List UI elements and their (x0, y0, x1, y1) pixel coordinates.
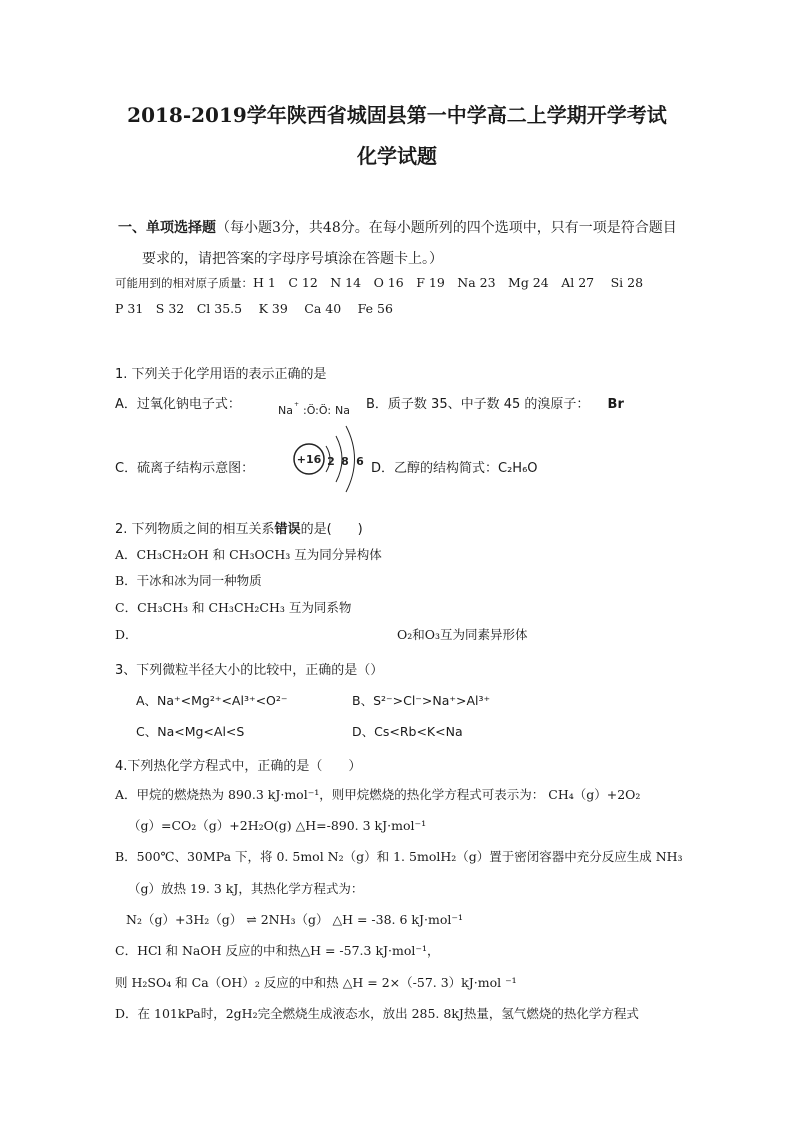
question-3-option-a: A、Na⁺<Mg²⁺<Al³⁺<O²⁻ (136, 693, 288, 708)
question-1-option-c: C．硫离子结构示意图： (115, 461, 255, 476)
question-4-option-b-line2: （g）放热 19. 3 kJ，其热化学方程式为： (128, 881, 364, 896)
section-heading: 一、单项选择题 (118, 220, 216, 236)
page-subtitle: 化学试题 (357, 144, 437, 168)
question-3-option-d: D、Cs<Rb<K<Na (352, 724, 463, 739)
question-3-option-c: C、Na<Mg<Al<S (136, 724, 245, 739)
bromine-symbol: Br (607, 397, 624, 412)
section-description-cont: 要求的，请把答案的字母序号填涂在答题卡上。） (142, 251, 443, 267)
section-heading-line (118, 217, 677, 237)
question-4-option-b-equation: N₂（g）+3H₂（g） ⇌ 2NH₃（g） △H = -38. 6 kJ·mol⁻¹ (126, 912, 463, 927)
question-3-option-b: B、S²⁻>Cl⁻>Na⁺>Al³⁺ (352, 693, 491, 708)
atomic-masses-values: H 1 C 12 N 14 O 16 F 19 Na 23 Mg 24 Al 27 Si 28 (253, 275, 644, 290)
question-1-option-a: A．过氧化钠电子式： (115, 397, 241, 412)
sodium-peroxide-electron-formula (276, 396, 356, 422)
question-4-option-d-line1: D．在 101kPa时，2gH₂完全燃烧生成液态水，放出 285. 8kJ热量，氢气燃烧的热化学方程式 (115, 1006, 639, 1021)
page-title: 2018-2019学年陕西省城固县第一中学高二上学期开学考试 (127, 103, 667, 127)
question-1-option-b (366, 393, 624, 412)
svg-text:+: + (294, 401, 300, 408)
shell-3-electrons: 6 (356, 455, 364, 468)
question-4-stem: 4.下列热化学方程式中，正确的是（ ） (115, 759, 362, 774)
question-2-option-a: A．CH₃CH₂OH 和 CH₃OCH₃ 互为同分异构体 (115, 547, 382, 562)
question-2-option-b: B．干冰和冰为同一种物质 (115, 573, 262, 588)
question-1-stem: 1. 下列关于化学用语的表示正确的是 (115, 367, 327, 382)
question-3-stem: 3、下列微粒半径大小的比较中，正确的是（） (115, 663, 384, 678)
question-4-option-c-line2: 则 H₂SO₄ 和 Ca（OH）₂ 反应的中和热 △H = 2×（-57. 3）kJ·mol ⁻¹ (115, 975, 517, 990)
question-2-option-c: C．CH₃CH₃ 和 CH₃CH₂CH₃ 互为同系物 (115, 600, 352, 615)
svg-text:Na: Na (278, 404, 293, 417)
question-1-option-b-text: B．质子数 35、中子数 45 的溴原子： (366, 397, 590, 412)
question-4-option-b-line1: B．500℃、30MPa 下，将 0. 5mol N₂（g）和 1. 5molH₂（g）置于密闭容器中充分反应生成 NH₃ (115, 849, 683, 864)
atomic-masses-line1 (115, 273, 643, 291)
question-2-option-d-label: D． (115, 627, 138, 642)
question-2-option-d-text: O₂和O₃互为同素异形体 (397, 627, 528, 642)
sulfide-ion-structure-diagram (286, 420, 370, 498)
question-1-option-d: D．乙醇的结构简式：C₂H₆O (371, 461, 538, 476)
shell-2-electrons: 8 (341, 455, 349, 468)
question-4-option-c-line1: C．HCl 和 NaOH 反应的中和热△H = -57.3 kJ·mol⁻¹， (115, 943, 440, 958)
question-4-option-a-line2: （g）=CO₂（g）+2H₂O(g) △H=-890. 3 kJ·mol⁻¹ (128, 818, 427, 833)
nucleus-charge-label: +16 (296, 453, 322, 466)
question-4-option-a-line1: A．甲烷的燃烧热为 890.3 kJ·mol⁻¹，则甲烷燃烧的热化学方程式可表示为： CH₄（g）+2O₂ (115, 787, 641, 802)
shell-1-electrons: 2 (327, 455, 335, 468)
section-description: （每小题3分，共48分。在每小题所列的四个选项中，只有一项是符合题目 (216, 220, 677, 236)
svg-text::Ö:Ö:: :Ö:Ö: (303, 404, 332, 417)
atomic-masses-line2: P 31 S 32 Cl 35.5 K 39 Ca 40 Fe 56 (115, 301, 393, 316)
svg-text:Na: Na (335, 404, 350, 417)
question-2-stem (115, 518, 363, 537)
question-2-stem-emphasis: 错误 (274, 522, 301, 537)
question-2-stem-post: 的是( ) (300, 522, 363, 537)
question-2-stem-pre: 2. 下列物质之间的相互关系 (115, 522, 275, 537)
atomic-masses-label: 可能用到的相对原子质量： (115, 276, 253, 290)
